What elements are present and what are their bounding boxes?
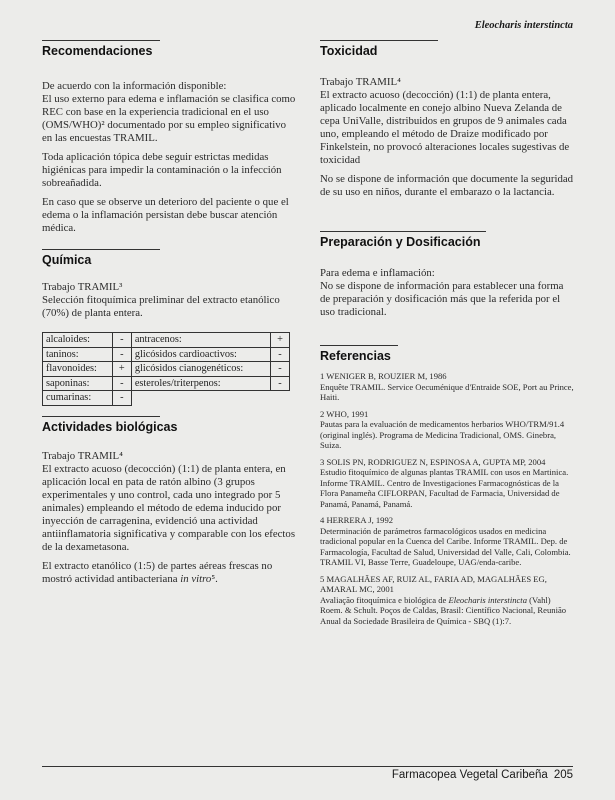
label-line: Para edema e inflamación:: [320, 267, 435, 279]
reference-head: 3 SOLIS PN, RODRIGUEZ N, ESPINOSA A, GUPTA MP, 2004: [320, 456, 546, 467]
paragraph: No se dispone de información que documente la seguridad de su uso en niños, durante el embarazo o la lactancia.: [320, 173, 574, 198]
reference-mark: ⁵.: [211, 572, 218, 585]
page-number: 205: [553, 769, 573, 781]
paragraph: El extracto acuoso (decocción) (1:1) de planta entera, aplicado localmente en conejo albino Nueva Zelanda de cepa UniValle, distribuidos en grupos de 9 animales cada uno, empleando el método de Draize modificado por Finkelstein, no provocó alteraciones locales sugestivas de toxicidad: [320, 89, 570, 166]
reference-text: Avaliação fitoquímica e biológica de: [320, 594, 449, 605]
left-column: [42, 30, 297, 592]
paragraph: El extracto acuoso (decocción) (1:1) de planta entera, en aplicación local en pata de ratón albino (3 grupos experimentales y uno control, cada uno integrado por 5 animales) empleando el método de edema inducido por inyección de carragenina, evidenció una actividad antiinflamatoria significativa y comparable con los efectos de la dexametasona.: [42, 462, 296, 553]
paragraph: No se dispone de información para establecer una forma de preparación y dosificación más que la referida por el uso tradicional.: [320, 280, 564, 318]
reference-item: [320, 371, 575, 403]
paragraph: De acuerdo con la información disponible:: [42, 80, 227, 92]
reference-body: Enquête TRAMIL. Service Oecuménique d'Entraide SOE, Port au Prince, Haiti.: [320, 381, 574, 402]
right-column: [320, 30, 575, 632]
compound-name: glicósidos cianogenéticos:: [131, 362, 270, 377]
italic-term: in vitro: [180, 572, 212, 585]
section-referencias: [320, 345, 575, 626]
page-footer: [392, 769, 573, 781]
compound-result: -: [112, 347, 131, 362]
compound-result: -: [271, 362, 290, 377]
compound-name: cumarinas:: [43, 391, 113, 406]
compound-name: flavonoides:: [43, 362, 113, 377]
section-title-toxicidad: Toxicidad: [320, 44, 378, 58]
reference-body: Determinación de parámetros farmacológicos usados en medicina tradicional popular en la Cuenca del Caribe. Informe TRAMIL. Dep. de Farmacología, Facultad de Salud, Universidad del Valle, Cali, Colombia. TRAMIL VI, Basse Terre, Guadeloupe, UAG/enda-caribe.: [320, 525, 571, 567]
footer-rule: [42, 766, 573, 767]
empty-cell: [271, 391, 290, 406]
table-row: [43, 347, 290, 362]
table-row: [43, 391, 290, 406]
section-actividades: [42, 416, 297, 586]
reference-item: [320, 574, 575, 627]
section-title-recomendaciones: Recomendaciones: [42, 44, 153, 58]
compound-result: +: [112, 362, 131, 377]
section-recomendaciones: [42, 40, 297, 235]
compound-name: taninos:: [43, 347, 113, 362]
paragraph: El uso externo para edema e inflamación se clasifica como REC con base en la experiencia tradicional en el uso (OMS/WHO)² documentado por su empleo significativo en las encuestas TRAMIL.: [42, 93, 296, 144]
book-title: Farmacopea Vegetal Caribeña: [391, 769, 548, 781]
table-row: [43, 333, 290, 348]
compound-result: -: [112, 376, 131, 391]
compound-name: alcaloides:: [43, 333, 113, 348]
reference-head: 5 MAGALHÃES AF, RUIZ AL, FARIA AD, MAGALHÃES EG, AMARAL MC, 2001: [320, 573, 547, 594]
section-rule: [42, 416, 160, 417]
reference-item: [320, 515, 575, 568]
section-title-actividades: Actividades biológicas: [42, 419, 178, 434]
reference-item: [320, 457, 575, 510]
reference-body: Pautas para la evaluación de medicamentos herbarios WHO/TRM/91.4 (original inglés). Programa de Medicina Tradicional, OMS. Ginebra, Suiza.: [320, 419, 565, 450]
compound-name: antracenos:: [131, 333, 270, 348]
section-rule: [320, 345, 398, 346]
section-quimica: [42, 249, 297, 406]
section-rule: [320, 40, 438, 41]
compound-result: -: [271, 376, 290, 391]
empty-cell: [131, 391, 270, 406]
reference-body: [320, 595, 575, 627]
compound-name: glicósidos cardioactivos:: [131, 347, 270, 362]
reference-item: [320, 409, 575, 451]
compound-result: -: [112, 333, 131, 348]
section-title-quimica: Química: [42, 253, 92, 267]
reference-head: 4 HERRERA J, 1992: [320, 515, 394, 525]
source-line: Trabajo TRAMIL⁴: [320, 76, 401, 88]
reference-head: 1 WENIGER B, ROUZIER M, 1986: [320, 371, 447, 381]
paragraph: En caso que se observe un deterioro del paciente o que el edema o la inflamación persistan debe buscar atención médica.: [42, 196, 289, 234]
section-rule: [320, 231, 486, 232]
compound-result: +: [271, 333, 290, 348]
compound-result: -: [112, 391, 131, 406]
paragraph-text: El extracto etanólico (1:5) de partes aéreas frescas no mostró actividad antibacteriana: [42, 559, 273, 585]
source-line: Trabajo TRAMIL⁴: [42, 449, 123, 462]
reference-head: 2 WHO, 1991: [320, 408, 369, 419]
section-title-referencias: Referencias: [320, 349, 391, 363]
compound-name: saponinas:: [43, 376, 113, 391]
table-row: [43, 362, 290, 377]
paragraph: [42, 560, 297, 586]
source-line: Trabajo TRAMIL³: [42, 281, 123, 293]
paragraph: Toda aplicación tópica debe seguir estrictas medidas higiénicas para impedir la contaminación o la infección sobreañadida.: [42, 151, 282, 189]
section-rule: [42, 40, 160, 41]
italic-term: Eleocharis interstincta: [448, 594, 527, 605]
section-preparacion: [320, 231, 575, 319]
phytochemical-table: [42, 332, 290, 406]
running-header: Eleocharis interstincta: [474, 20, 573, 31]
section-rule: [42, 249, 160, 250]
table-row: [43, 376, 290, 391]
section-title-preparacion: Preparación y Dosificación: [320, 235, 481, 249]
reference-text: (Vahl) Roem. & Schult. Poços de Caldas, Brasil: Científico Nacional, Reunião Anual da Sociedade Brasileira de Química - SBQ (1):7.: [320, 594, 567, 626]
section-toxicidad: [320, 40, 575, 199]
reference-body: Estudio fitoquímico de algunas plantas TRAMIL con usos en Martinica. Informe TRAMIL. Centro de Investigaciones Farmacognósticas de la Flora Panameña CIFLORPAN, Facultad de Farmacia, Universidad de Panamá, Panamá, Panamá.: [320, 467, 569, 509]
compound-name: esteroles/triterpenos:: [131, 376, 270, 391]
compound-result: -: [271, 347, 290, 362]
paragraph: Selección fitoquímica preliminar del extracto etanólico (70%) de planta entera.: [42, 294, 280, 319]
